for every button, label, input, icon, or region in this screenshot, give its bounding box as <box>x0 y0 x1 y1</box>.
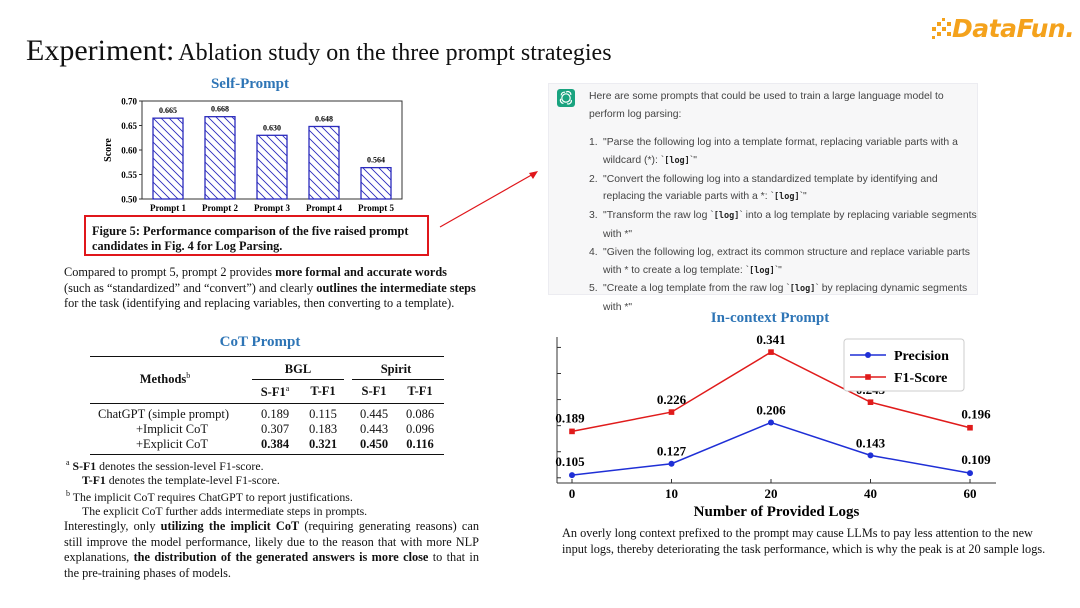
chat-prompt-number: 2. <box>589 173 598 185</box>
x-tick-label: 60 <box>963 486 977 501</box>
cot-value-cell: 0.183 <box>308 422 338 436</box>
legend-marker <box>865 374 871 380</box>
bar-value-label: 0.564 <box>367 155 385 165</box>
chat-prompt-number: 4. <box>589 246 598 258</box>
y-axis-label: Score <box>103 138 114 162</box>
chat-prompt-text: "Transform the raw log `[log]` into a log template by replacing variable segments with *" <box>603 210 977 240</box>
cot-value-cell: 0.086 <box>405 407 435 421</box>
log-code-token: [log] <box>789 284 816 295</box>
x-tick-label: 20 <box>764 486 778 501</box>
data-point <box>868 452 874 458</box>
log-code-token: [log] <box>664 155 690 166</box>
point-value-label: 0.109 <box>961 452 991 468</box>
footnote-a2: T-F1 denotes the template-level F1-score. <box>82 473 280 488</box>
cot-paragraph <box>64 519 479 581</box>
bar <box>205 117 235 199</box>
incontext-paragraph: An overly long context prefixed to the prompt may cause LLMs to pay less attention to the new input logs, thereby deteriorating the task performance, which is why the peak is at 20 sample logs. <box>562 526 1046 556</box>
point-value-label: 0.341 <box>756 333 786 348</box>
series-line <box>572 423 970 476</box>
log-code-token: [log] <box>749 265 775 276</box>
legend-marker <box>865 352 871 358</box>
cot-table-row <box>90 407 444 422</box>
cot-table-body <box>90 404 444 454</box>
chat-prompt-list <box>589 134 979 317</box>
datafun-logo <box>930 14 1075 46</box>
self-prompt-title: Self-Prompt <box>210 76 290 92</box>
point-value-label: 0.105 <box>555 454 585 470</box>
chat-intro: Here are some prompts that could be used to train a large language model to perform log parsing: <box>589 91 944 120</box>
cot-value-cell: 0.445 <box>359 407 389 421</box>
cot-table-row <box>90 437 444 452</box>
point-value-label: 0.143 <box>855 435 886 451</box>
chat-prompt-number: 1. <box>589 137 598 148</box>
cot-text-segment: Interestingly, only <box>64 519 161 533</box>
data-point <box>768 349 774 355</box>
cot-footnotes <box>66 456 466 519</box>
x-category-label: Prompt 5 <box>357 203 395 213</box>
title-sub: Ablation study on the three prompt strategies <box>178 40 612 66</box>
bar-value-label: 0.665 <box>159 106 177 116</box>
bar-value-label: 0.648 <box>315 114 333 124</box>
x-category-label: Prompt 1 <box>149 203 187 213</box>
col-bgl-tf1: T-F1 <box>310 384 336 398</box>
self-prompt-bar-chart <box>96 93 416 215</box>
y-tick-label: 0.55 <box>121 170 137 180</box>
cot-value-cell: 0.443 <box>359 422 389 436</box>
data-point <box>569 429 575 435</box>
col-bgl-sf1: S-F1$^a$ <box>260 384 290 400</box>
cot-text-segment: the distribution of the generated answers is more close <box>133 550 429 565</box>
chat-prompt-number: 3. <box>589 210 598 222</box>
footnote-b2: The explicit CoT further adds intermediate steps in prompts. <box>82 504 368 519</box>
chat-prompt-item <box>589 171 979 208</box>
bar <box>361 168 391 199</box>
cot-method-cell: ChatGPT (simple prompt) <box>98 407 230 421</box>
data-point <box>768 420 774 426</box>
col-spirit-tf1: T-F1 <box>407 384 433 398</box>
legend-label: Precision <box>894 349 949 364</box>
cot-text-segment: (requiring generating reasons) can still improve the model performance, likely due to the reason that with more NLP explanations, <box>64 519 479 565</box>
cot-value-cell: 0.189 <box>260 407 290 421</box>
data-point <box>967 425 973 431</box>
logo-text: DataFun. <box>952 14 1075 43</box>
self-prompt-text-segment: outlines the intermediate steps <box>316 280 476 295</box>
chat-prompt-item <box>589 134 979 171</box>
chat-prompt-text: "Parse the following log into a template format, replacing variable parts with a wildcard (*): `[log]`" <box>603 137 958 166</box>
incontext-line-chart <box>552 333 1008 525</box>
cot-value-cell: 0.307 <box>260 422 290 436</box>
log-code-token: [log] <box>713 211 740 222</box>
self-prompt-paragraph <box>64 265 476 312</box>
cot-text-segment: utilizing the implicit CoT <box>160 519 300 533</box>
data-point <box>967 470 973 476</box>
bar-value-label: 0.630 <box>263 123 281 133</box>
cot-text-segment: to that in the pre-training phases of models. <box>64 550 479 580</box>
data-point <box>868 399 874 405</box>
self-prompt-text-segment: for the task (identifying and replacing variables, then converting to a template). <box>64 296 455 311</box>
bar <box>257 135 287 199</box>
cot-table-header <box>90 357 444 403</box>
x-axis-label: Number of Provided Logs <box>693 504 860 520</box>
point-value-label: 0.127 <box>656 443 687 459</box>
title-main: Experiment: <box>26 34 175 67</box>
chat-prompt-text: "Convert the following log into a standardized template by identifying and replacing the variable parts with a *: `[log]`" <box>603 173 938 203</box>
cot-method-cell: +Explicit CoT <box>136 437 208 451</box>
col-spirit-sf1: S-F1 <box>361 384 387 398</box>
y-tick-label: 0.50 <box>121 194 137 205</box>
cot-value-cell: 0.096 <box>405 422 435 436</box>
spirit-header: Spirit <box>380 362 412 376</box>
point-value-label: 0.206 <box>756 402 786 418</box>
cot-value-cell: 0.115 <box>309 407 337 421</box>
chat-prompt-item <box>589 244 979 281</box>
cot-value-cell: 0.450 <box>359 437 389 451</box>
x-category-label: Prompt 4 <box>305 203 343 213</box>
point-value-label: 0.196 <box>961 406 991 422</box>
methods-header: Methods$^b$ <box>139 371 191 387</box>
chatgpt-avatar-icon <box>557 89 575 107</box>
y-tick-label: 0.65 <box>121 121 137 131</box>
bar <box>153 118 183 199</box>
cot-value-cell: 0.384 <box>260 437 290 451</box>
point-value-label: 0.226 <box>656 392 687 408</box>
x-category-label: Prompt 3 <box>253 203 291 213</box>
cot-table-row <box>90 422 444 437</box>
y-tick-label: 0.70 <box>121 96 137 107</box>
self-prompt-text-segment: more formal and accurate words <box>275 265 447 279</box>
x-category-label: Prompt 2 <box>201 203 239 213</box>
footnote-b: $^b$ The implicit CoT requires ChatGPT to report justifications. <box>66 489 353 505</box>
bgl-header: BGL <box>284 362 312 376</box>
incontext-title: In-context Prompt <box>710 310 830 326</box>
figure-caption-box <box>84 215 429 256</box>
legend-label: F1-Score <box>894 371 948 386</box>
page-title <box>26 34 612 68</box>
cot-title: CoT Prompt <box>219 334 301 350</box>
log-code-token: [log] <box>773 192 800 203</box>
pointer-arrow <box>438 168 542 230</box>
x-tick-label: 10 <box>665 486 678 501</box>
self-prompt-text-segment: Compared to prompt 5, prompt 2 provides <box>64 265 276 279</box>
chatgpt-response-box <box>548 83 978 314</box>
bar <box>309 126 339 199</box>
self-prompt-text-segment: (such as “standardized” and “convert”) and clearly <box>64 280 317 295</box>
cot-value-cell: 0.321 <box>308 437 338 451</box>
chat-prompt-text: "Given the following log, extract its common structure and replace variable parts with * to create a log template: `[log]`" <box>603 246 970 276</box>
chat-prompt-text: "Create a log template from the raw log `[log]` by replacing dynamic segments with *" <box>603 283 968 314</box>
data-point <box>669 461 675 467</box>
chart-legend <box>844 339 964 391</box>
data-point <box>569 472 575 478</box>
footnote-a: $^a$ S-F1 denotes the session-level F1-score. <box>66 458 264 473</box>
chat-prompt-item <box>589 207 979 244</box>
y-tick-label: 0.60 <box>121 145 137 156</box>
data-point <box>669 409 675 415</box>
cot-table <box>90 356 444 455</box>
chat-prompt-number: 5. <box>589 283 598 295</box>
caption-line-2: candidates in Fig. 4 for Log Parsing. <box>92 239 283 253</box>
point-value-label: 0.189 <box>555 410 585 426</box>
cot-method-cell: +Implicit CoT <box>136 422 208 436</box>
x-tick-label: 40 <box>864 486 877 501</box>
bar-value-label: 0.668 <box>211 104 229 114</box>
caption-line-1: Figure 5: Performance comparison of the five raised prompt <box>92 224 409 238</box>
cot-value-cell: 0.116 <box>406 437 434 451</box>
x-tick-label: 0 <box>568 486 576 501</box>
